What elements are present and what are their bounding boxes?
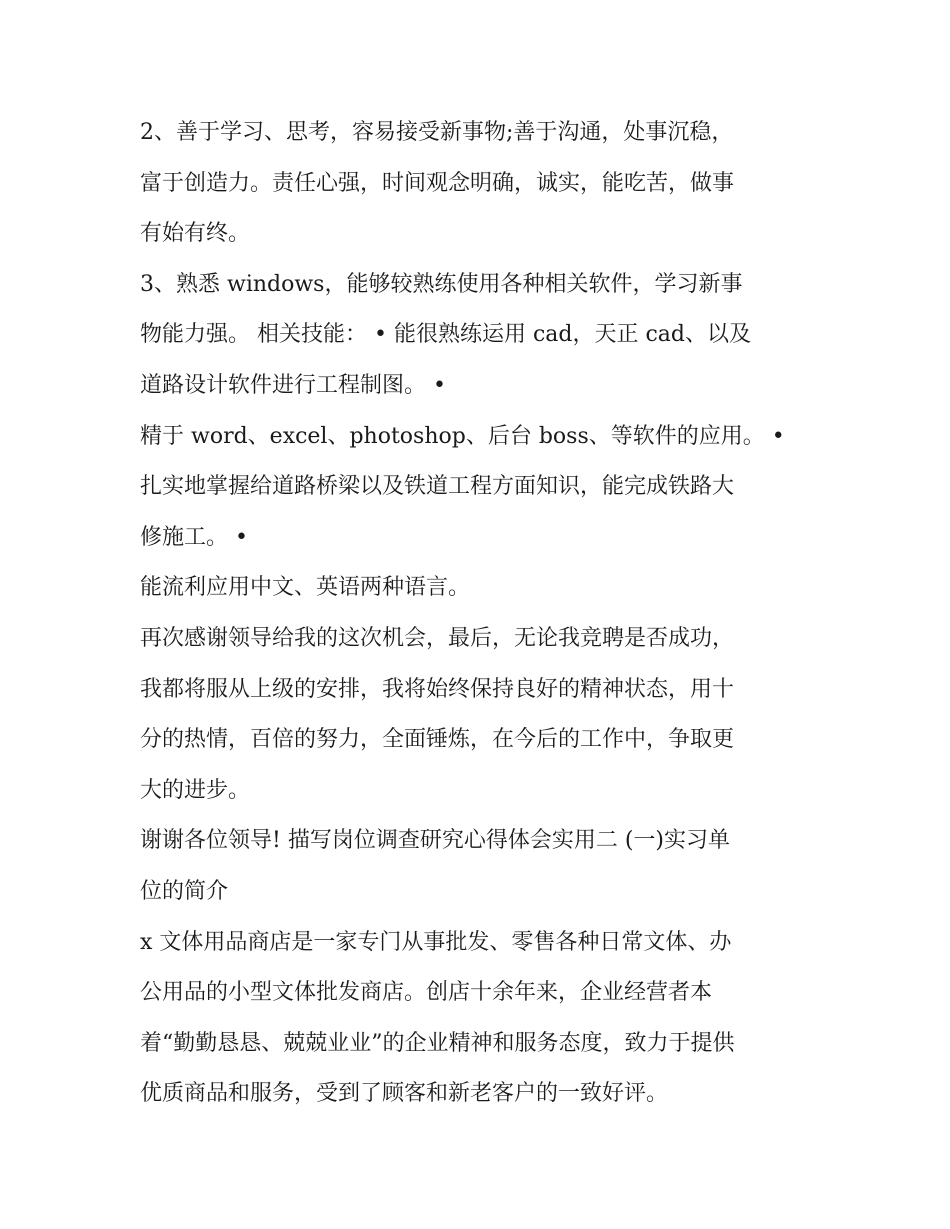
text-line-9: 修施工。 • bbox=[140, 524, 248, 550]
text-line-11: 再次感谢领导给我的这次机会，最后，无论我竞聘是否成功， bbox=[140, 625, 735, 651]
text-line-16: 位的简介 bbox=[140, 878, 229, 904]
text-line-15: 谢谢各位领导! 描写岗位调查研究心得体会实用二 (一)实习单 bbox=[140, 828, 730, 854]
text-line-2: 富于创造力。责任心强，时间观念明确，诚实，能吃苦，做事 bbox=[140, 170, 735, 196]
text-line-18: 公用品的小型文体批发商店。创店十余年来，企业经营者本 bbox=[140, 980, 713, 1006]
text-line-13: 分的热情，百倍的努力，全面锤炼，在今后的工作中，争取更 bbox=[140, 727, 735, 753]
text-line-5: 物能力强。 相关技能： • 能很熟练运用 cad，天正 cad、以及 bbox=[140, 322, 751, 348]
text-line-7: 精于 word、excel、photoshop、后台 boss、等软件的应用。 • bbox=[140, 423, 785, 449]
text-line-17: x 文体用品商店是一家专门从事批发、零售各种日常文体、办 bbox=[140, 929, 732, 955]
text-line-3: 有始有终。 bbox=[140, 221, 251, 247]
text-line-20: 优质商品和服务，受到了顾客和新老客户的一致好评。 bbox=[140, 1081, 669, 1107]
document-body bbox=[140, 108, 820, 1120]
text-line-1: 2、善于学习、思考，容易接受新事物;善于沟通，处事沉稳， bbox=[140, 120, 734, 145]
text-line-6: 道路设计软件进行工程制图。 • bbox=[140, 372, 446, 398]
text-line-12: 我都将服从上级的安排，我将始终保持良好的精神状态，用十 bbox=[140, 676, 735, 702]
text-line-4: 3、熟悉 windows，能够较熟练使用各种相关软件，学习新事 bbox=[140, 271, 743, 297]
text-line-14: 大的进步。 bbox=[140, 777, 251, 803]
text-line-8: 扎实地掌握给道路桥梁以及铁道工程方面知识，能完成铁路大 bbox=[140, 474, 735, 500]
text-line-10: 能流利应用中文、英语两种语言。 bbox=[140, 575, 471, 601]
text-line-19: 着“勤勤恳恳、兢兢业业”的企业精神和服务态度，致力于提供 bbox=[140, 1030, 735, 1056]
